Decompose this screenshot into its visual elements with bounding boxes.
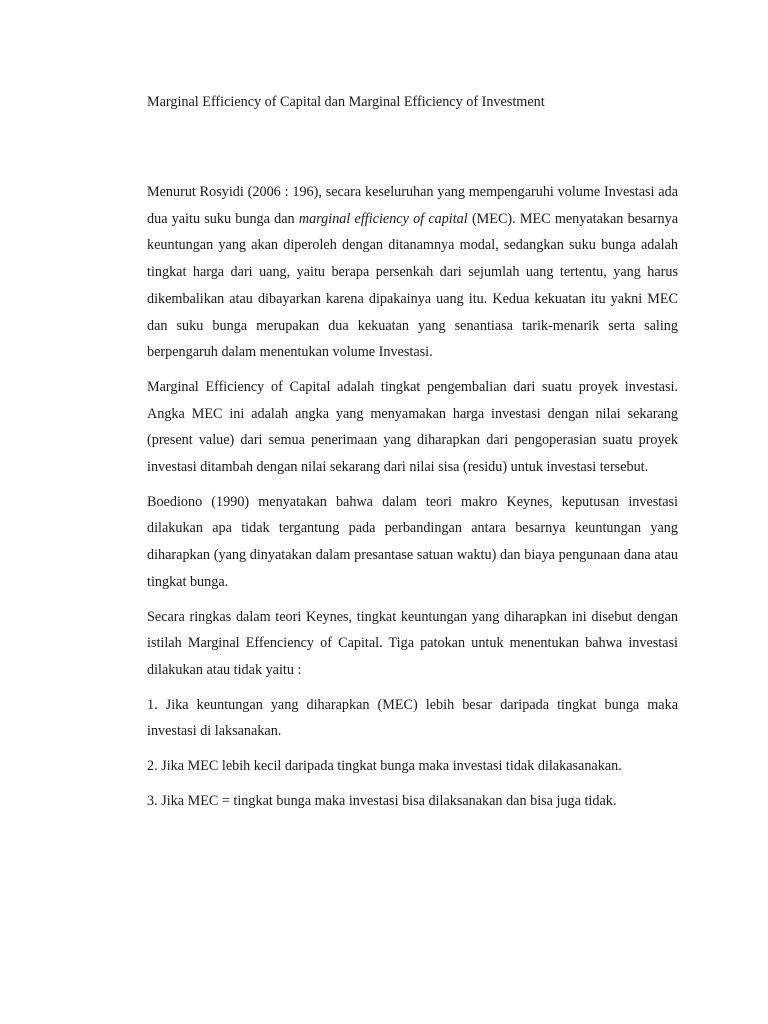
list-item-criterion-1: 1. Jika keuntungan yang diharapkan (MEC) lebih besar daripada tingkat bunga maka investasi di laksanakan.: [147, 696, 678, 740]
paragraph-text: Menurut Rosyidi (2006 : 196), secara keseluruhan yang mempengaruhi volume Investasi ada dua yaitu suku bunga dan: [147, 184, 678, 227]
paragraph-mec-definition: Marginal Efficiency of Capital adalah tingkat pengembalian dari suatu proyek investasi. Angka MEC ini adalah angka yang menyamakan harga investasi dengan nilai sekarang (present value) dari semua penerimaan yang diharapkan dari pengoperasian suatu proyek investasi ditambah dengan nilai sekarang dari nilai sisa (residu) untuk investasi tersebut.: [147, 378, 678, 476]
paragraph-text: (MEC). MEC menyatakan besarnya keuntungan yang akan diperoleh dengan ditanamnya modal, sedangkan suku bunga adalah tingkat harga dari uang, yaitu berapa persenkah dari sejumlah uang tertentu, yang harus dikembalikan atau dibayarkan karena dipakainya uang itu. Kedua kekuatan itu yakni MEC dan suku bunga merupakan dua kekuatan yang senantiasa tarik-menarik serta saling berpengaruh dalam menentukan volume Investasi.: [147, 210, 678, 361]
italic-term-mec: marginal efficiency of capital: [298, 210, 468, 227]
list-item-criterion-3: 3. Jika MEC = tingkat bunga maka investasi bisa dilaksanakan dan bisa juga tidak.: [147, 792, 617, 809]
document-title: Marginal Efficiency of Capital dan Marginal Efficiency of Investment: [147, 94, 545, 110]
paragraph-boediono: Boediono (1990) menyatakan bahwa dalam teori makro Keynes, keputusan investasi dilakukan apa tidak tergantung pada perbandingan antara besarnya keuntungan yang diharapkan (yang dinyatakan dalam presantase satuan waktu) dan biaya pengunaan dana atau tingkat bunga.: [147, 493, 678, 590]
document-body: [147, 92, 678, 814]
paragraph-keynes-summary: Secara ringkas dalam teori Keynes, tingkat keuntungan yang diharapkan ini disebut dengan istilah Marginal Effenciency of Capital. Tiga patokan untuk menentukan bahwa investasi dilakukan atau tidak yaitu :: [147, 608, 678, 678]
list-item-criterion-2: 2. Jika MEC lebih kecil daripada tingkat bunga maka investasi tidak dilakasanakan.: [147, 758, 622, 775]
paragraph-rosyidi: [147, 179, 678, 366]
